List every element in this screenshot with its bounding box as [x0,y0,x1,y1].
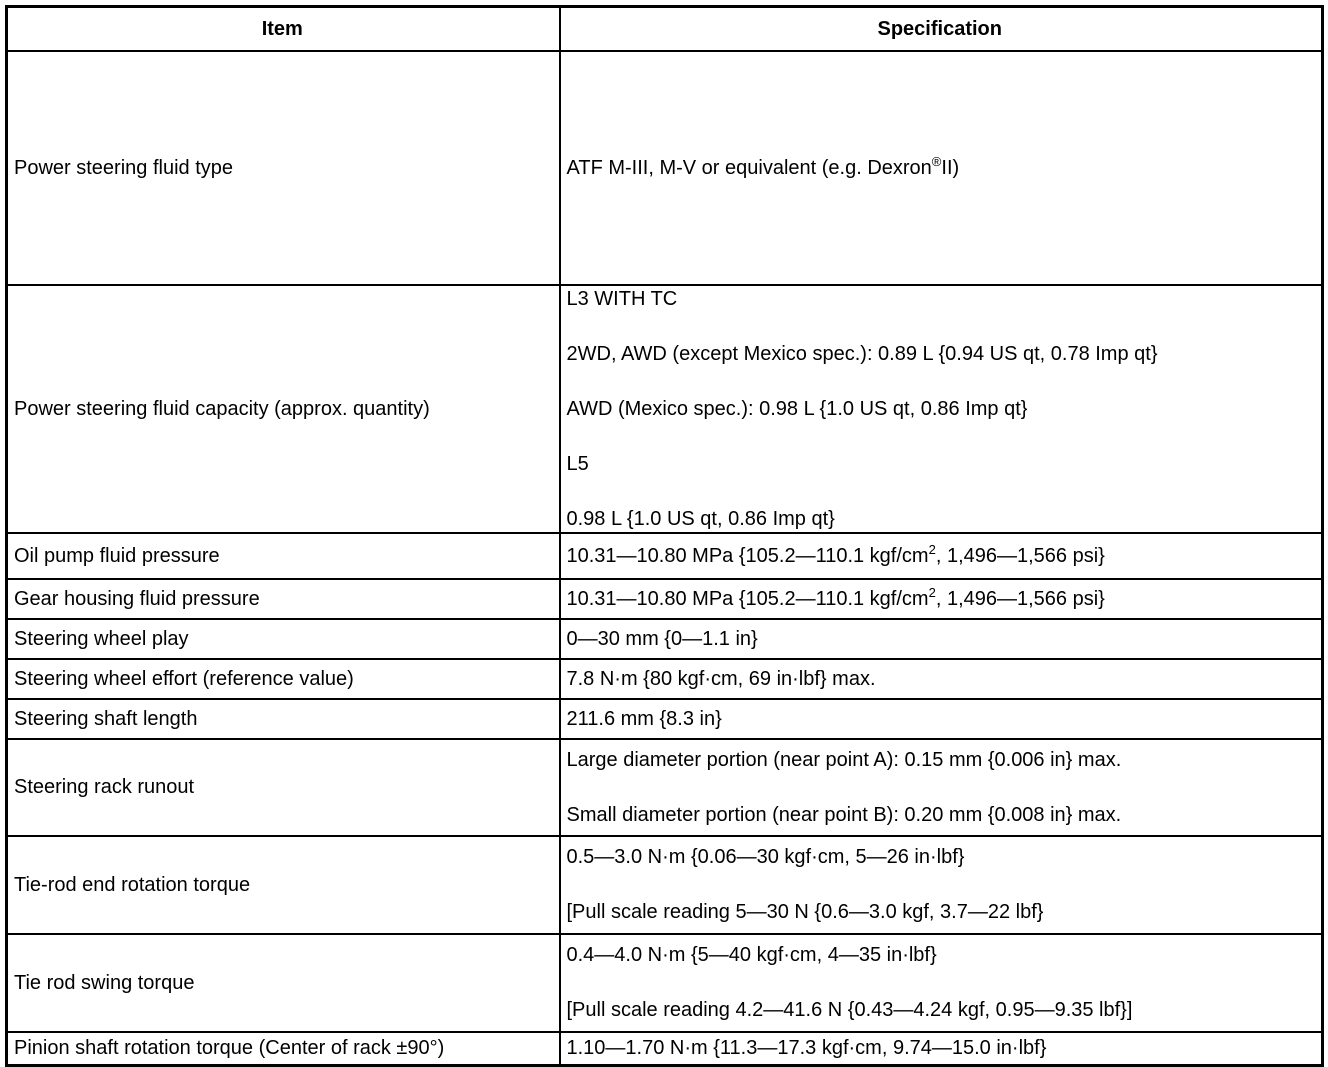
table-row [7,659,1323,699]
specification-line [567,451,1314,477]
item-cell: Tie-rod end rotation torque [7,836,560,934]
specification-cell [560,619,1323,659]
table-row [7,51,1323,285]
specification-line [567,155,1314,181]
line-gap [567,422,1314,451]
specification-text: L3 WITH TC [566,287,678,310]
specification-line [567,341,1314,367]
specification-line [567,942,1314,968]
specification-cell [560,579,1323,619]
specification-cell [560,533,1323,579]
specification-line [567,802,1314,828]
table-row [7,533,1323,579]
superscript: 2 [928,541,936,557]
line-gap [567,773,1314,802]
specification-line [567,396,1314,422]
item-cell: Steering wheel play [7,619,560,659]
specification-cell [560,739,1323,836]
specification-line [567,899,1314,925]
specification-text-suffix: II) [941,156,960,179]
specification-text: 211.6 mm {8.3 in} [566,707,722,730]
specification-text: ATF M-III, M-V or equivalent (e.g. Dexron [566,156,932,179]
header-row [7,7,1323,51]
specification-line [567,586,1314,612]
item-cell: Steering shaft length [7,699,560,739]
specification-line [567,543,1314,569]
table-row [7,285,1323,533]
specification-text: [Pull scale reading 5—30 N {0.6—3.0 kgf, 3.7—22 lbf} [566,901,1044,923]
line-gap [567,477,1314,506]
specification-text: L5 [566,452,589,475]
specification-line [567,747,1314,773]
column-header-item: Item [7,7,560,51]
line-gap [567,312,1314,341]
table-body [7,51,1323,1066]
table-row [7,934,1323,1032]
specification-text: 10.31—10.80 MPa {105.2—110.1 kgf/cm [566,544,929,567]
specification-line [567,997,1314,1023]
specification-text: 10.31—10.80 MPa {105.2—110.1 kgf/cm [566,587,929,610]
specification-text-suffix: , 1,496—1,566 psi} [935,587,1105,610]
line-gap [567,968,1314,997]
specification-cell [560,285,1323,533]
specification-text: 0—30 mm {0—1.1 in} [566,627,758,650]
specification-line [567,1035,1314,1061]
specification-line [567,706,1314,732]
item-cell: Pinion shaft rotation torque (Center of rack ±90°) [7,1032,560,1066]
item-cell: Tie rod swing torque [7,934,560,1032]
specification-text: AWD (Mexico spec.): 0.98 L {1.0 US qt, 0.86 Imp qt} [566,397,1028,420]
specification-line [567,666,1314,692]
line-gap [567,870,1314,899]
specification-cell [560,699,1323,739]
specification-text: 0.4—4.0 N·m {5—40 kgf·cm, 4—35 in·lbf} [566,944,937,966]
superscript: ® [931,153,942,169]
specification-text: [Pull scale reading 4.2—41.6 N {0.43—4.24 kgf, 0.95—9.35 lbf}] [566,999,1133,1021]
column-header-specification: Specification [560,7,1323,51]
specification-text: 0.5—3.0 N·m {0.06—30 kgf·cm, 5—26 in·lbf} [566,846,965,868]
specification-text-suffix: , 1,496—1,566 psi} [935,544,1105,567]
specification-text: Small diameter portion (near point B): 0.20 mm {0.008 in} max. [566,803,1122,826]
item-cell: Steering rack runout [7,739,560,836]
table-row [7,739,1323,836]
table-row [7,699,1323,739]
specification-text: 7.8 N·m {80 kgf·cm, 69 in·lbf} max. [566,667,876,690]
specification-line [567,626,1314,652]
specification-text: 1.10—1.70 N·m {11.3—17.3 kgf·cm, 9.74—15.0 in·lbf} [566,1037,1047,1060]
specification-text: 0.98 L {1.0 US qt, 0.86 Imp qt} [566,507,835,530]
specification-cell [560,836,1323,934]
specification-text: 2WD, AWD (except Mexico spec.): 0.89 L {0.94 US qt, 0.78 Imp qt} [566,342,1158,365]
specification-line [567,286,1314,312]
superscript: 2 [928,584,936,600]
specification-cell [560,51,1323,285]
specification-table [5,5,1324,1067]
item-cell: Oil pump fluid pressure [7,533,560,579]
item-cell: Power steering fluid capacity (approx. quantity) [7,285,560,533]
table-row [7,619,1323,659]
item-cell: Power steering fluid type [7,51,560,285]
table-row [7,1032,1323,1066]
specification-cell [560,934,1323,1032]
specification-line [567,506,1314,532]
item-cell: Steering wheel effort (reference value) [7,659,560,699]
specification-cell [560,659,1323,699]
specification-line [567,844,1314,870]
table-row [7,836,1323,934]
table-row [7,579,1323,619]
line-gap [567,367,1314,396]
specification-text: Large diameter portion (near point A): 0.15 mm {0.006 in} max. [566,748,1122,771]
specification-cell [560,1032,1323,1066]
item-cell: Gear housing fluid pressure [7,579,560,619]
